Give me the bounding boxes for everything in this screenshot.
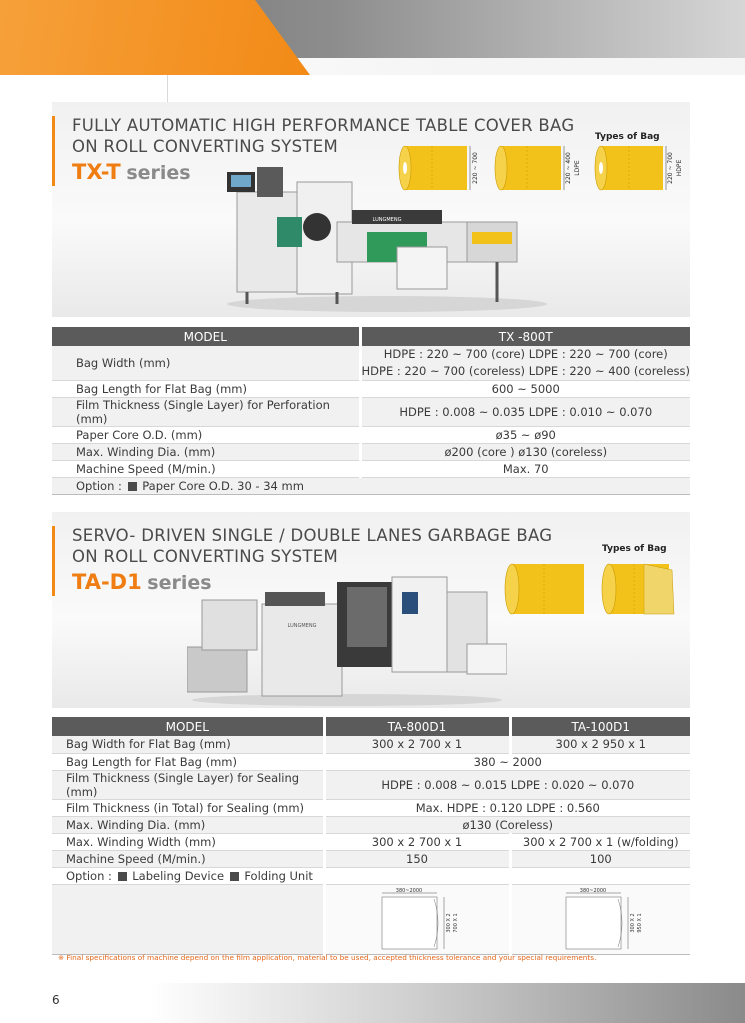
series-word: series bbox=[126, 162, 191, 184]
bag-diagram-a-cell bbox=[324, 884, 510, 954]
bag-diagram-b-cell bbox=[510, 884, 690, 954]
section-title-line2: ON ROLL CONVERTING SYSTEM bbox=[72, 547, 339, 566]
garbage-bag-roll-folded bbox=[602, 564, 674, 614]
model-header: MODEL bbox=[52, 717, 324, 736]
option-prefix: Option : bbox=[76, 479, 122, 493]
series-code: TA-D1 bbox=[72, 570, 142, 594]
row-value-line2: HDPE : 220 ~ 700 (coreless) LDPE : 220 ~ 400 (coreless) bbox=[361, 364, 690, 378]
option-folding: Folding Unit bbox=[244, 868, 313, 883]
row-value-line1: HDPE : 220 ~ 700 (core) LDPE : 220 ~ 700 (core) bbox=[383, 347, 668, 361]
table-row bbox=[52, 346, 690, 381]
row-value: Max. 70 bbox=[360, 461, 690, 478]
row-value: ø200 (core ) ø130 (coreless) bbox=[360, 444, 690, 461]
page-number: 6 bbox=[52, 993, 60, 1007]
row-label: Bag Length for Flat Bag (mm) bbox=[52, 753, 324, 770]
diagram-b-width1: 300 X 2 bbox=[629, 912, 636, 933]
section-title-line1: SERVO- DRIVEN SINGLE / DOUBLE LANES GARBAGE BAG bbox=[72, 526, 553, 545]
row-label: Bag Length for Flat Bag (mm) bbox=[52, 381, 360, 398]
row-label: Bag Width for Flat Bag (mm) bbox=[52, 736, 324, 753]
row-value: ø130 (Coreless) bbox=[324, 816, 690, 833]
row-label: Bag Width (mm) bbox=[52, 346, 360, 381]
footer-gradient-bar bbox=[0, 983, 745, 1023]
row-value-a: 150 bbox=[324, 850, 510, 867]
row-value: HDPE : 0.008 ~ 0.015 LDPE : 0.020 ~ 0.070 bbox=[324, 770, 690, 799]
table-row bbox=[52, 816, 690, 833]
table-row bbox=[52, 736, 690, 753]
bag-diagram-b bbox=[546, 885, 656, 951]
row-value-a: 300 x 2 700 x 1 bbox=[324, 736, 510, 753]
table-row-option bbox=[52, 867, 690, 884]
option-labeling: Labeling Device bbox=[132, 868, 225, 883]
ta-d1-machine-image bbox=[187, 572, 507, 707]
bag-material-2: LDPE bbox=[574, 160, 581, 176]
option-prefix: Option : bbox=[66, 868, 112, 883]
tx-t-machine-image bbox=[217, 162, 557, 312]
row-label: Film Thickness (in Total) for Sealing (mm) bbox=[52, 799, 324, 816]
diagram-b-length: 380~2000 bbox=[579, 887, 606, 894]
bag-material-3: HDPE bbox=[676, 159, 683, 177]
row-label: Machine Speed (M/min.) bbox=[52, 850, 324, 867]
series-code: TX-T bbox=[72, 160, 121, 184]
row-label: Max. Winding Width (mm) bbox=[52, 833, 324, 850]
bag-diagram-a bbox=[362, 885, 472, 951]
table-row-diagrams bbox=[52, 884, 690, 954]
types-of-bag-label: Types of Bag bbox=[595, 132, 660, 142]
bag-dim-3: 220 ~ 700 bbox=[667, 152, 674, 184]
types-of-bag-label: Types of Bag bbox=[602, 544, 667, 554]
machine-brand-2: LUNGMENG bbox=[287, 623, 317, 629]
title-accent-bar bbox=[52, 526, 55, 596]
table-row bbox=[52, 444, 690, 461]
table-row bbox=[52, 833, 690, 850]
table-row bbox=[52, 381, 690, 398]
table-row bbox=[52, 461, 690, 478]
row-value: 600 ~ 5000 bbox=[360, 381, 690, 398]
diagram-b-width2: 950 X 1 bbox=[636, 912, 643, 933]
bag-types-illustration bbox=[504, 560, 690, 620]
series-word: series bbox=[147, 572, 212, 594]
diagram-a-length: 380~2000 bbox=[395, 887, 423, 894]
row-label: Max. Winding Dia. (mm) bbox=[52, 816, 324, 833]
series-title bbox=[72, 160, 191, 184]
row-value-a: 300 x 2 700 x 1 bbox=[324, 833, 510, 850]
footnote: ※ Final specifications of machine depend on the film application, material to be used, accepted thickness tolerance and your special requirements. bbox=[58, 953, 597, 962]
tx-t-spec-table bbox=[52, 327, 690, 495]
section-title-line2: ON ROLL CONVERTING SYSTEM bbox=[72, 137, 339, 156]
diagram-a-width2: 700 X 1 bbox=[453, 912, 459, 933]
model-name-header: TX -800T bbox=[360, 327, 690, 346]
option-square-icon bbox=[230, 872, 239, 881]
row-label: Film Thickness (Single Layer) for Sealing (mm) bbox=[52, 770, 324, 799]
row-label: Max. Winding Dia. (mm) bbox=[52, 444, 360, 461]
tx-t-hero-panel bbox=[52, 102, 690, 317]
table-row bbox=[52, 398, 690, 427]
garbage-bag-roll-flat bbox=[505, 564, 584, 614]
row-value: Max. HDPE : 0.120 LDPE : 0.560 bbox=[324, 799, 690, 816]
option-text: Paper Core O.D. 30 - 34 mm bbox=[142, 479, 304, 493]
model-b-header: TA-100D1 bbox=[510, 717, 690, 736]
option-cell bbox=[52, 867, 690, 884]
model-header: MODEL bbox=[52, 327, 360, 346]
bag-dim-1: 220 ~ 700 bbox=[472, 152, 479, 184]
row-value-b: 300 x 2 700 x 1 (w/folding) bbox=[510, 833, 690, 850]
row-value-b: 300 x 2 950 x 1 bbox=[510, 736, 690, 753]
ta-d1-hero-panel bbox=[52, 512, 690, 708]
row-label: Paper Core O.D. (mm) bbox=[52, 427, 360, 444]
ta-d1-spec-table bbox=[52, 717, 690, 955]
bag-dim-2: 220 ~ 400 bbox=[565, 152, 572, 184]
row-value bbox=[360, 346, 690, 381]
table-row bbox=[52, 850, 690, 867]
section-title-line1: FULLY AUTOMATIC HIGH PERFORMANCE TABLE COVER BAG bbox=[72, 116, 575, 135]
model-a-header: TA-800D1 bbox=[324, 717, 510, 736]
bag-roll-hdpe bbox=[595, 146, 683, 190]
table-row bbox=[52, 799, 690, 816]
row-value-b: 100 bbox=[510, 850, 690, 867]
diagram-a-width1: 300 X 2 bbox=[446, 912, 452, 933]
option-square-icon bbox=[118, 872, 127, 881]
option-cell bbox=[52, 478, 690, 495]
row-value: ø35 ~ ø90 bbox=[360, 427, 690, 444]
table-row bbox=[52, 770, 690, 799]
table-row bbox=[52, 427, 690, 444]
machine-brand-1: LUNGMENG bbox=[372, 217, 402, 223]
row-value: 380 ~ 2000 bbox=[324, 753, 690, 770]
table-row-option bbox=[52, 478, 690, 495]
diagram-blank-cell bbox=[52, 884, 324, 954]
row-label: Film Thickness (Single Layer) for Perforation (mm) bbox=[52, 398, 360, 427]
row-value: HDPE : 0.008 ~ 0.035 LDPE : 0.010 ~ 0.070 bbox=[360, 398, 690, 427]
header-tab bbox=[52, 75, 168, 102]
option-square-icon bbox=[128, 482, 137, 491]
row-label: Machine Speed (M/min.) bbox=[52, 461, 360, 478]
table-row bbox=[52, 753, 690, 770]
title-accent-bar bbox=[52, 116, 55, 186]
